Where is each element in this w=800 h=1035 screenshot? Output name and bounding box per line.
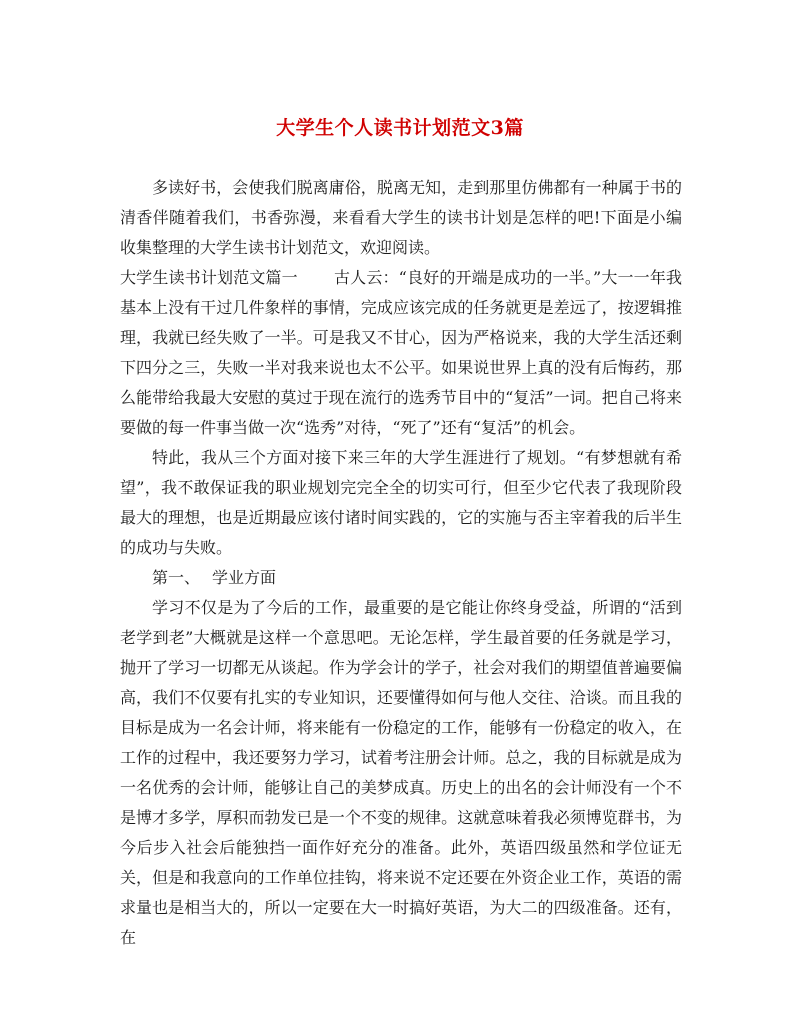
intro-paragraph: 多读好书，会使我们脱离庸俗，脱离无知，走到那里仿佛都有一种属于书的清香伴随着我们，书香弥漫，来看看大学生的读书计划是怎样的吧!下面是小编收集整理的大学生读书计划范文，欢迎阅读。: [120, 178, 682, 257]
document-body: [120, 173, 682, 953]
section-paragraph-1: [120, 263, 682, 443]
document-title: 大学生个人读书计划范文3篇: [276, 117, 524, 139]
section-1-text: 古人云：“良好的开端是成功的一半。”大一一年我基本上没有干过几件象样的事情，完成应该完成的任务就更是差远了，按逻辑推理，我就已经失败了一半。可是我又不甘心，因为严格说来，我的大学生活还剩下四分之三，失败一半对我来说也太不公平。如果说世界上真的没有后悔药，那么能带给我最大安慰的莫过于现在流行的选秀节目中的“复活”一词。把自己将来要做的每一件事当做一次“选秀”对待，“死了”还有“复活”的机会。: [120, 268, 682, 437]
planning-paragraph: 特此，我从三个方面对接下来三年的大学生涯进行了规划。“有梦想就有希望”，我不敢保证我的职业规划完完全全的切实可行，但至少它代表了我现阶段最大的理想，也是近期最应该付诸时间实践的，它的实施与否主宰着我的后半生的成功与失败。: [120, 448, 682, 557]
academics-paragraph: 学习不仅是为了今后的工作，最重要的是它能让你终身受益，所谓的“活到老学到老”大概就是这样一个意思吧。无论怎样，学生最首要的任务就是学习，抛开了学习一切都无从谈起。作为学会计的学子，社会对我们的期望值普遍要偏高，我们不仅要有扎实的专业知识，还要懂得如何与他人交往、洽谈。而且我的目标是成为一名会计师，将来能有一份稳定的工作，能够有一份稳定的收入，在工作的过程中，我还要努力学习，试着考注册会计师。总之，我的目标就是成为一名优秀的会计师，能够让自己的美梦成真。历史上的出名的会计师没有一个不是博才多学，厚积而勃发已是一个不变的规律。这就意味着我必须博览群书，为今后步入社会后能独挡一面作好充分的准备。此外，英语四级虽然和学位证无关，但是和我意向的工作单位挂钩，将来说不定还要在外资企业工作，英语的需求量也是相当大的，所以一定要在大一时搞好英语，为大二的四级准备。还有，在: [120, 598, 682, 947]
subheading-academics: [120, 563, 682, 593]
subheading-text: 学业方面: [212, 568, 277, 587]
subheading-number: 第一、: [152, 568, 201, 587]
section-label: 大学生读书计划范文篇一: [120, 268, 298, 287]
